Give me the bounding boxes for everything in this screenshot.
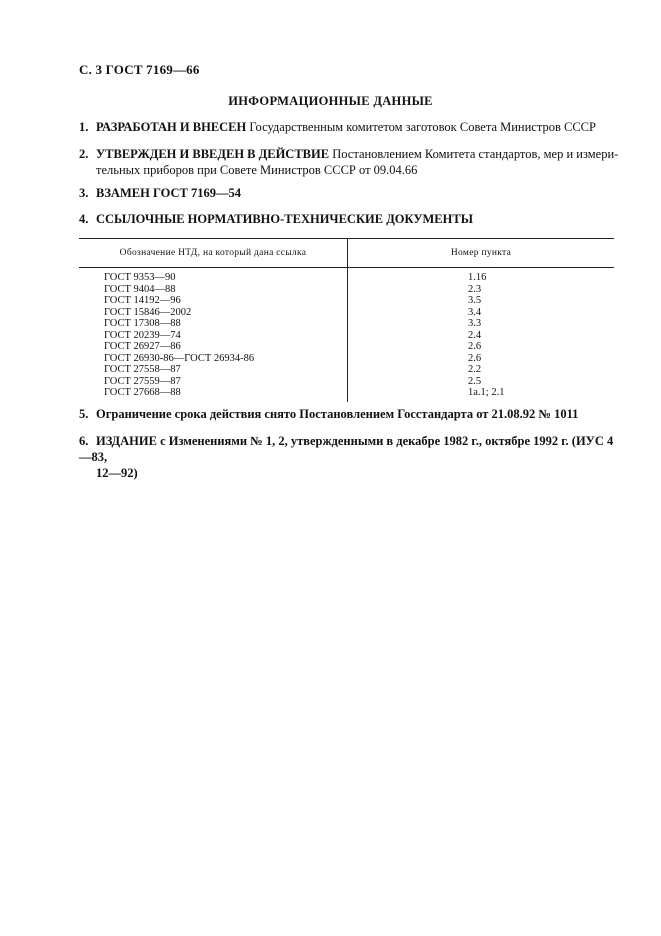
clause-cell: 2.5: [468, 375, 482, 387]
item-heading: ССЫЛОЧНЫЕ НОРМАТИВНО-ТЕХНИЧЕСКИЕ ДОКУМЕНТЫ: [96, 212, 473, 226]
table-row: [79, 376, 614, 388]
clause-cell: 3.5: [468, 295, 482, 306]
table-row: [79, 353, 614, 365]
designation-cell: ГОСТ 17308—88: [79, 318, 348, 330]
item-number: 5.: [79, 407, 89, 421]
column-header-designation: Обозначение НТД, на который дана ссылка: [79, 239, 348, 268]
item-number: 4.: [79, 212, 89, 226]
item-heading: ИЗДАНИЕ: [96, 434, 157, 448]
item-number: 2.: [79, 147, 89, 161]
item-3: [79, 185, 619, 201]
section-title: ИНФОРМАЦИОННЫЕ ДАННЫЕ: [228, 94, 433, 108]
item-1: [79, 119, 619, 135]
designation-cell: ГОСТ 9353—90: [79, 268, 348, 284]
table-row: [79, 268, 614, 284]
designation-cell: ГОСТ 20239—74: [79, 330, 348, 342]
item-number: 3.: [79, 186, 89, 200]
table-row: [79, 284, 614, 296]
table-row: [79, 318, 614, 330]
clause-cell: 3.4: [468, 306, 482, 318]
designation-cell: ГОСТ 15846—2002: [79, 307, 348, 319]
item-2: [79, 146, 619, 178]
item-5: [79, 406, 619, 422]
item-6: [79, 433, 619, 481]
column-header-clause: Номер пункта: [348, 239, 615, 268]
clause-cell: 2.4: [468, 329, 482, 341]
designation-cell: ГОСТ 9404—88: [79, 284, 348, 296]
item-number: 6.: [79, 434, 89, 448]
item-text: Государственным комитетом заготовок Совета Министров СССР: [246, 120, 596, 134]
item-heading: РАЗРАБОТАН И ВНЕСЕН: [96, 120, 247, 134]
designation-cell: ГОСТ 27559—87: [79, 376, 348, 388]
reference-table: [79, 238, 614, 402]
clause-cell: 3.3: [468, 318, 482, 329]
table-row: [79, 387, 614, 402]
item-heading: ВЗАМЕН ГОСТ 7169—54: [96, 186, 241, 200]
item-4: [79, 211, 619, 227]
clause-cell: 2.6: [468, 352, 482, 364]
table-row: [79, 364, 614, 376]
item-text-continued: 12—92): [96, 466, 138, 480]
table-row: [79, 307, 614, 319]
designation-cell: ГОСТ 27668—88: [79, 387, 348, 402]
table-row: [79, 330, 614, 342]
item-text-continued: тельных приборов при Совете Министров СССР от 09.04.66: [96, 163, 418, 177]
designation-cell: ГОСТ 26930-86—ГОСТ 26934-86: [79, 353, 348, 365]
clause-cell: 2.6: [468, 341, 482, 352]
item-text: с Изменениями № 1, 2, утвержденными в декабре 1982 г., октябре 1992 г. (ИУС 4—83,: [79, 434, 614, 464]
item-number: 1.: [79, 120, 89, 134]
table-row: [79, 341, 614, 353]
item-text: Постановлением Комитета стандартов, мер и измери-: [329, 147, 619, 161]
table-header-row: [79, 239, 614, 268]
table-row: [79, 295, 614, 307]
clause-cell: 1а.1; 2.1: [468, 387, 505, 398]
designation-cell: ГОСТ 14192—96: [79, 295, 348, 307]
designation-cell: ГОСТ 27558—87: [79, 364, 348, 376]
clause-cell: 1.16: [468, 272, 487, 283]
clause-cell: 2.3: [468, 283, 482, 295]
designation-cell: ГОСТ 26927—86: [79, 341, 348, 353]
clause-cell: 2.2: [468, 364, 482, 375]
item-text: Ограничение срока действия снято Постановлением Госстандарта от 21.08.92 № 1011: [96, 407, 579, 421]
page-header: С. 3 ГОСТ 7169—66: [79, 62, 200, 77]
item-heading: УТВЕРЖДЕН И ВВЕДЕН В ДЕЙСТВИЕ: [96, 147, 330, 161]
